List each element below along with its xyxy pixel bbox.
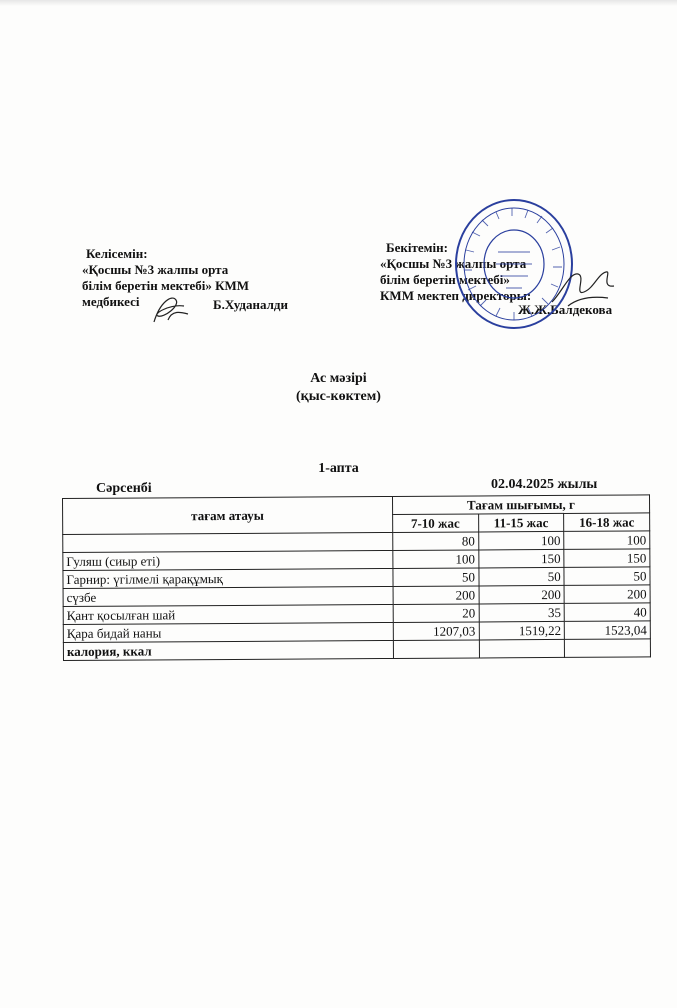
scan-edge <box>0 0 677 6</box>
menu-season: (қыс-көктем) <box>296 389 381 404</box>
yield-value: 1207,03 <box>393 622 479 641</box>
approval-org-line1: «Қосшы №3 жалпы орта <box>82 262 229 277</box>
approval-role: медбикесі <box>82 294 140 309</box>
yield-value: 1523,04 <box>565 621 651 640</box>
yield-value: 100 <box>564 531 650 550</box>
yield-value: 200 <box>393 586 479 605</box>
yield-value: 50 <box>393 568 479 587</box>
dish-name: Қант қосылған шай <box>63 604 393 624</box>
nurse-name: Б.Худаналди <box>213 297 288 312</box>
yield-value: 150 <box>564 549 650 568</box>
age-group-header: 11-15 жас <box>478 513 564 532</box>
yield-value: 50 <box>478 567 564 586</box>
menu-title: Ас мәзірі <box>310 371 367 386</box>
dish-name <box>63 532 393 552</box>
date-label: 02.04.2025 жылы <box>491 477 598 492</box>
approval-heading: Келісемін: <box>86 246 148 261</box>
yield-group-header: Тағам шығымы, г <box>392 495 649 515</box>
dish-name: сүзбе <box>63 586 393 606</box>
calorie-value <box>479 639 565 658</box>
yield-value: 100 <box>478 531 564 550</box>
yield-value: 200 <box>564 585 650 604</box>
director-signature-icon <box>548 262 618 310</box>
yield-value: 1519,22 <box>479 621 565 640</box>
approval-heading: Бекітемін: <box>386 240 448 255</box>
yield-value: 80 <box>393 532 479 551</box>
yield-value: 35 <box>479 603 565 622</box>
dish-name: Гарнир: үгілмелі қарақұмық <box>63 568 393 588</box>
director-name: Ж.Ж.Балдекова <box>518 302 613 317</box>
yield-value: 50 <box>564 567 650 586</box>
dish-name: Қара бидай наны <box>63 622 393 642</box>
nurse-signature-icon <box>150 292 190 328</box>
approval-role: КММ мектеп директоры: <box>380 288 532 303</box>
menu-table <box>62 494 651 661</box>
age-group-header: 7-10 жас <box>392 514 478 533</box>
calorie-label: калория, ккал <box>63 640 393 660</box>
calorie-value <box>565 639 651 658</box>
calorie-value <box>393 640 479 659</box>
yield-value: 40 <box>564 603 650 622</box>
approval-org-line2: білім беретін мектебі» КММ <box>82 278 250 293</box>
dish-name: Гуляш (сиыр еті) <box>63 550 393 570</box>
yield-value: 150 <box>478 549 564 568</box>
yield-value: 100 <box>393 550 479 569</box>
dish-name-header: тағам атауы <box>63 496 393 534</box>
yield-value: 20 <box>393 604 479 623</box>
week-label: 1-апта <box>318 461 359 476</box>
approval-org-line1: «Қосшы №3 жалпы орта <box>380 256 527 271</box>
approval-org-line2: білім беретін мектебі» <box>380 272 510 287</box>
yield-value: 200 <box>479 585 565 604</box>
day-label: Сәрсенбі <box>96 481 152 496</box>
age-group-header: 16-18 жас <box>564 513 650 532</box>
table-total-row <box>63 639 650 661</box>
